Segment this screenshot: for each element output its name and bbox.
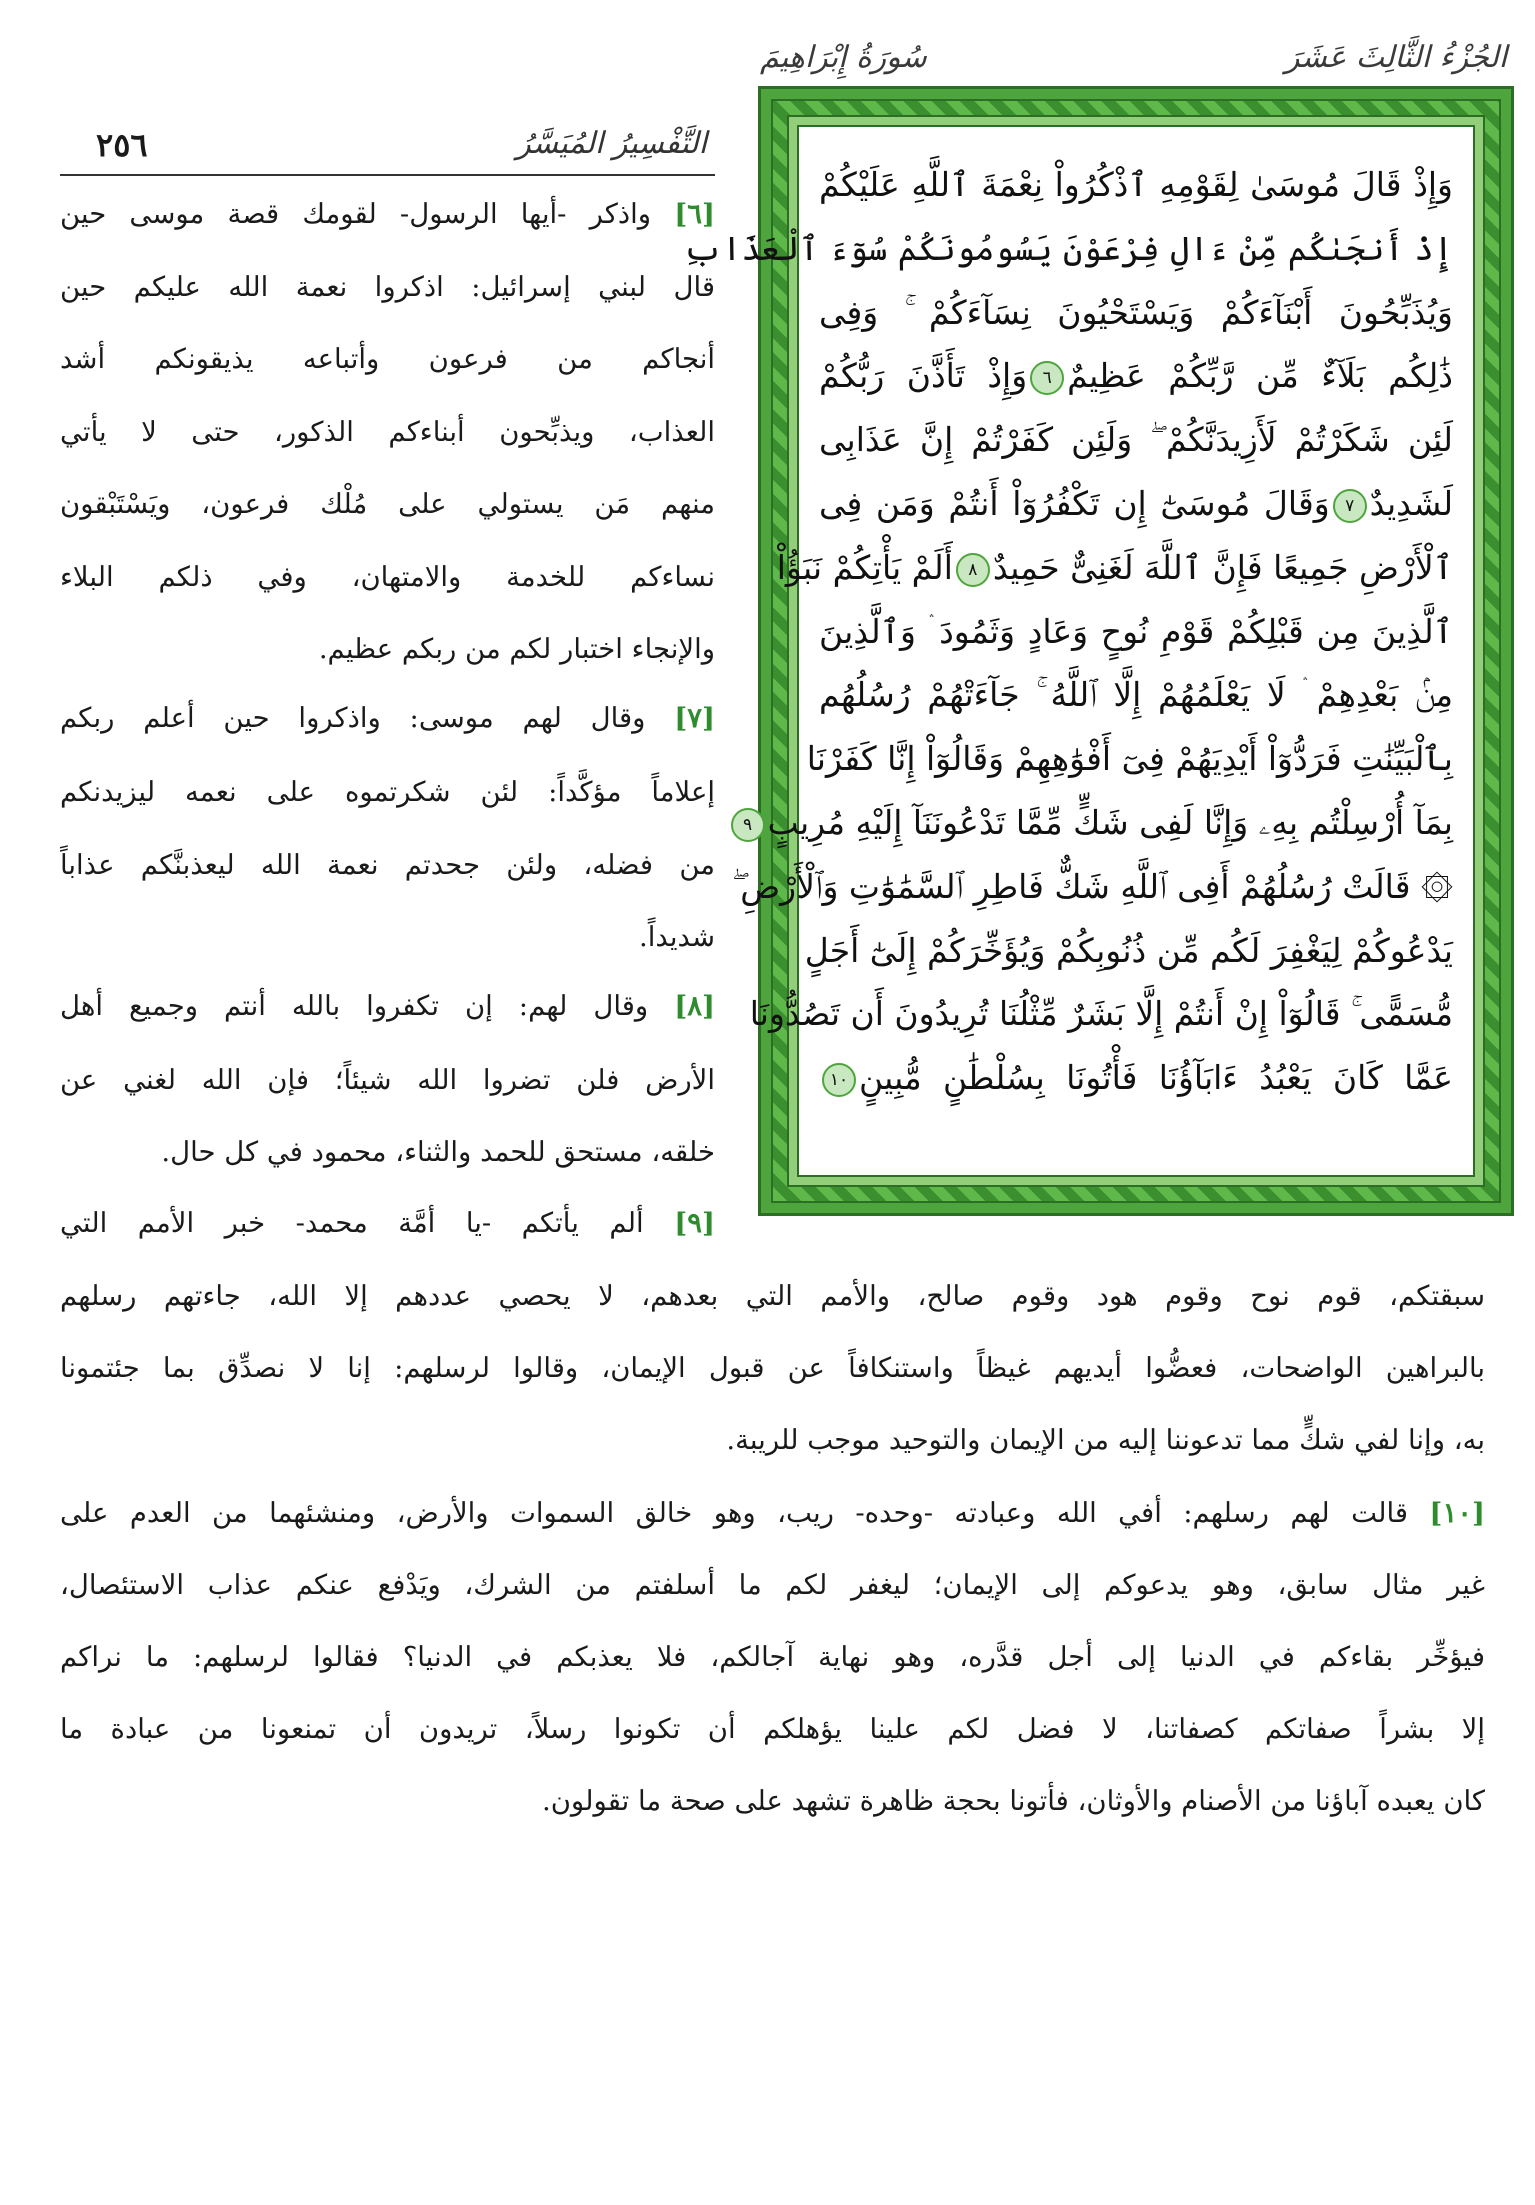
tafsir-line: [60, 488, 715, 520]
quran-text-area: [683, 125, 1475, 1177]
tafsir-line-text: وقال لهم موسى: واذكروا حين أعلم ربكم: [60, 702, 675, 734]
quran-line: [683, 217, 1453, 281]
tafsir-line-text: ألم يأتكم -يا أمَّة محمد- خبر الأمم التي: [60, 1207, 675, 1239]
tafsir-line-text: إلا بشراً صفاتكم كصفاتنا، لا فضل لكم علينا يؤهلكم أن تكونوا رسلاً، تريدون أن تمنعونا من عبادة ما: [60, 1713, 1485, 1745]
tafsir-header: [60, 124, 715, 176]
quran-line-text: إِذْ أَنجَىٰكُم مِّنْ ءَالِ فِرْعَوْنَ يَسُومُونَكُمْ سُوٓءَ ٱلْعَذَابِ: [683, 228, 1453, 268]
quran-line: [819, 663, 1453, 727]
tafsir-line: [60, 416, 715, 448]
quran-line-text: ۞ قَالَتْ رُسُلُهُمْ أَفِى ٱللَّهِ شَكٌّ فَاطِرِ ٱلسَّمَٰوَٰتِ وَٱلْأَرْضِ ۖ: [732, 866, 1453, 906]
tafsir-line-text: فيؤخِّر بقاءكم في الدنيا إلى أجل قدَّره، وهو نهاية آجالكم، فلا يعذبكم في الدنيا؟ فقالوا لرسلهم: ما نراكم: [60, 1641, 1485, 1673]
verse-number: [٨]: [674, 990, 715, 1022]
quran-line: [776, 536, 1453, 600]
quran-line: [819, 1046, 1453, 1110]
tafsir-line: [60, 271, 715, 303]
tafsir-line: [60, 633, 715, 665]
quran-line: [804, 919, 1453, 983]
quran-line-text: ذَٰلِكُم بَلَآءٌ مِّن رَّبِّكُمْ عَظِيمٌ: [1067, 356, 1453, 396]
quran-line: [819, 408, 1453, 472]
page-number: ٢٥٦: [96, 126, 148, 164]
ayah-number-marker: ١٠: [822, 1063, 856, 1097]
verse-number: [٩]: [674, 1207, 715, 1239]
tafsir-line-text: أنجاكم من فرعون وأتباعه يذيقونكم أشد: [60, 343, 715, 375]
quran-line-text: وَيُذَبِّحُونَ أَبْنَآءَكُمْ وَيَسْتَحْيُونَ نِسَآءَكُمْ ۚ وَفِى: [819, 292, 1453, 332]
ayah-number-marker: ٨: [956, 553, 990, 587]
ayah-number-marker: ٦: [1030, 361, 1064, 395]
tafsir-line-text: كان يعبده آباؤنا من الأصنام والأوثان، فأتونا بحجة ظاهرة تشهد على صحة ما تقولون.: [541, 1785, 1485, 1817]
tafsir-line-text: نساءكم للخدمة والامتهان، وفي ذلكم البلاء: [60, 561, 715, 593]
quran-line: [806, 727, 1453, 791]
tafsir-line-text: قال لبني إسرائيل: اذكروا نعمة الله عليكم حين: [60, 271, 715, 303]
tafsir-line: [60, 1785, 1485, 1817]
tafsir-line-text: غير مثال سابق، وهو يدعوكم إلى الإيمان؛ ليغفر لكم ما أسلفتم من الشرك، ويَدْفع عنكم عذاب الاستئصال،: [60, 1569, 1485, 1601]
tafsir-line: [60, 1064, 715, 1096]
quran-line: [732, 855, 1453, 919]
tafsir-line-text: خلقه، مستحق للحمد والثناء، محمود في كل حال.: [161, 1136, 715, 1168]
tafsir-line-text: سبقتكم، قوم نوح وقوم هود وقوم صالح، والأمم التي بعدهم، لا يحصي عددهم إلا الله، جاءتهم رسلهم: [60, 1280, 1485, 1312]
tafsir-line-text: إعلاماً مؤكَّداً: لئن شكرتموه على نعمه ليزيدنكم: [60, 776, 715, 808]
verse-number: [٧]: [674, 702, 715, 734]
quran-line-text: بِمَآ أُرْسِلْتُم بِهِۦ وَإِنَّا لَفِى شَكٍّ مِّمَّا تَدْعُونَنَآ إِلَيْهِ مُرِيبٍ: [767, 802, 1453, 842]
tafsir-line: [60, 561, 715, 593]
tafsir-line: [60, 921, 715, 953]
juz-header: الجُزْءُ الثَّالِثَ عَشَرَ: [1285, 40, 1508, 75]
quran-line: [819, 472, 1453, 536]
quran-line-text: مِنۢ بَعْدِهِمْ ۛ لَا يَعْلَمُهُمْ إِلَّا ٱللَّهُ ۚ جَآءَتْهُمْ رُسُلُهُم: [819, 675, 1453, 715]
tafsir-line-text: من فضله، ولئن جحدتم نعمة الله ليعذبنَّكم عذاباً: [60, 849, 715, 881]
quran-line-text: عَمَّا كَانَ يَعْبُدُ ءَابَآؤُنَا فَأْتُونَا بِسُلْطَٰنٍ مُّبِينٍ: [859, 1058, 1453, 1098]
quran-frame: [683, 86, 1514, 1216]
tafsir-line: [60, 849, 715, 881]
tafsir-line: [60, 1497, 1485, 1529]
quran-line-text: يَدْعُوكُمْ لِيَغْفِرَ لَكُم مِّن ذُنُوبِكُمْ وَيُؤَخِّرَكُمْ إِلَىٰٓ أَجَلٍ: [804, 930, 1453, 970]
verse-number: [٦]: [674, 198, 715, 230]
tafsir-line-text: قالت لهم رسلهم: أفي الله وعبادته -وحده- ريب، وهو خالق السموات والأرض، ومنشئهما من العدم على: [60, 1497, 1430, 1529]
quran-line-text: لَئِن شَكَرْتُمْ لَأَزِيدَنَّكُمْ ۖ وَلَئِن كَفَرْتُمْ إِنَّ عَذَابِى: [819, 420, 1453, 460]
quran-line-text: بِٱلْبَيِّنَٰتِ فَرَدُّوٓاْ أَيْدِيَهُمْ فِىٓ أَفْوَٰهِهِمْ وَقَالُوٓاْ إِنَّا كَفَرْنَا: [806, 739, 1453, 779]
tafsir-line-text: والإنجاء اختبار لكم من ربكم عظيم.: [318, 633, 715, 665]
quran-line-text-continued: وَقَالَ مُوسَىٰٓ إِن تَكْفُرُوٓاْ أَنتُمْ وَمَن فِى: [819, 483, 1330, 523]
tafsir-line-text: واذكر -أيها الرسول- لقومك قصة موسى حين: [60, 198, 675, 230]
quran-line-text-continued: وَإِذْ تَأَذَّنَ رَبُّكُمْ: [819, 356, 1028, 396]
quran-line-text-continued: أَلَمْ يَأْتِكُمْ نَبَؤُاْ: [776, 547, 953, 587]
ayah-number-marker: ٧: [1333, 489, 1367, 523]
quran-line-text: وَإِذْ قَالَ مُوسَىٰ لِقَوْمِهِ ٱذْكُرُواْ نِعْمَةَ ٱللَّهِ عَلَيْكُمْ: [819, 165, 1453, 204]
tafsir-line: [60, 1713, 1485, 1745]
tafsir-line-text: شديداً.: [639, 921, 715, 953]
quran-line-text: ٱلْأَرْضِ جَمِيعًا فَإِنَّ ٱللَّهَ لَغَنِىٌّ حَمِيدٌ: [992, 547, 1453, 587]
tafsir-line: [60, 198, 715, 230]
tafsir-line: [60, 990, 715, 1022]
tafsir-line: [60, 1569, 1485, 1601]
tafsir-line: [60, 1352, 1485, 1384]
quran-line-text: لَشَدِيدٌ: [1369, 483, 1453, 523]
sura-header: سُورَةُ إِبْرَاهِيمَ: [760, 40, 927, 75]
tafsir-line: [60, 1136, 715, 1168]
tafsir-line: [60, 1641, 1485, 1673]
tafsir-line: [60, 343, 715, 375]
quran-line: [749, 982, 1453, 1046]
quran-line: [819, 344, 1453, 408]
verse-number: [١٠]: [1429, 1497, 1485, 1529]
tafsir-line-text: به، وإنا لفي شكٍّ مما تدعوننا إليه من الإيمان والتوحيد موجب للريبة.: [726, 1424, 1485, 1456]
ayah-number-marker: ٩: [731, 808, 765, 842]
tafsir-line: [60, 1280, 1485, 1312]
tafsir-line-text: منهم مَن يستولي على مُلْك فرعون، ويَسْتَبْقون: [60, 488, 715, 520]
tafsir-line-text: وقال لهم: إن تكفروا بالله أنتم وجميع أهل: [60, 990, 675, 1022]
quran-line: [819, 600, 1453, 664]
quran-line: [743, 791, 1453, 855]
quran-line: [819, 281, 1453, 345]
tafsir-line-text: العذاب، ويذبِّحون أبناءكم الذكور، حتى لا يأتي: [60, 416, 715, 448]
quran-line-text: مُّسَمًّى ۚ قَالُوٓاْ إِنْ أَنتُمْ إِلَّا بَشَرٌ مِّثْلُنَا تُرِيدُونَ أَن تَصُدُّونَا: [749, 994, 1453, 1034]
tafsir-line: [60, 1424, 1485, 1456]
tafsir-line: [60, 1207, 715, 1239]
quran-line-text: ٱلَّذِينَ مِن قَبْلِكُمْ قَوْمِ نُوحٍ وَعَادٍ وَثَمُودَ ۛ وَٱلَّذِينَ: [819, 611, 1453, 651]
quran-line: [819, 153, 1453, 217]
tafsir-line-text: بالبراهين الواضحات، فعضُّوا أيديهم غيظاً واستنكافاً عن قبول الإيمان، وقالوا لرسلهم: إنا لا نصدِّق بما جئتمونا: [60, 1352, 1485, 1384]
tafsir-line: [60, 776, 715, 808]
tafsir-title: التَّفْسِيرُ المُيَسَّرُ: [516, 126, 707, 161]
tafsir-line-text: الأرض فلن تضروا الله شيئاً؛ فإن الله لغني عن: [60, 1064, 715, 1096]
tafsir-line: [60, 702, 715, 734]
